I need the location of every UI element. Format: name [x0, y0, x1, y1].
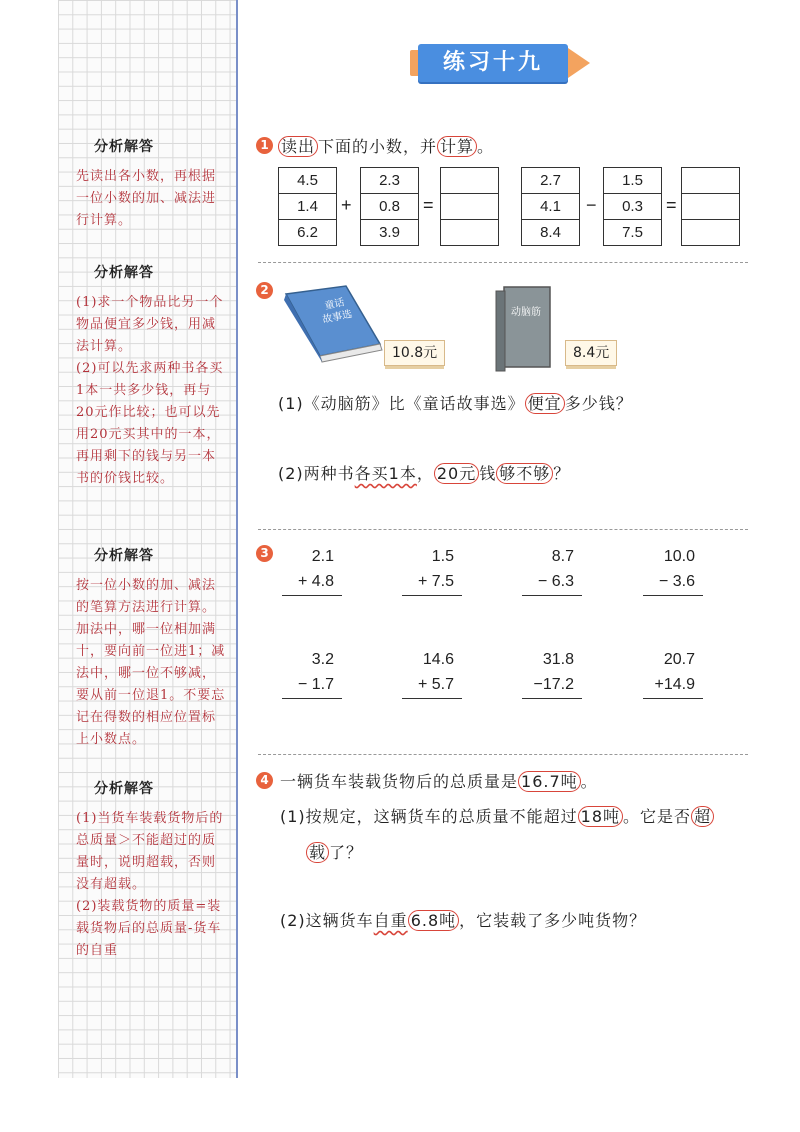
equals-sign: =	[423, 195, 434, 215]
equals-sign: =	[666, 195, 677, 215]
vertical-problem: 14.6 + 5.7	[402, 648, 462, 699]
analysis-block-1	[76, 136, 226, 232]
book-title: 动脑筋	[511, 307, 541, 318]
analysis-text: (1)求一个物品比另一个物品便宜多少钱，用减法计算。	[76, 295, 224, 354]
question-4-part-1-cont: 载 了？	[306, 840, 363, 863]
vertical-problem: 8.7 − 6.3	[522, 545, 582, 596]
section-divider	[258, 529, 748, 530]
question-4-intro: 一辆货车装载货物后的总质量是 16.7吨 。	[280, 772, 598, 791]
question-number: 3	[256, 545, 273, 562]
analysis-heading: 分析解答	[94, 139, 154, 155]
minus-sign: −	[586, 195, 597, 215]
question-number: 4	[256, 772, 273, 789]
decimal-box-c: 2.7 4.1 8.4	[521, 167, 580, 246]
analysis-sidebar	[58, 0, 238, 1078]
question-4-part-2: (2)这辆货车自重 6.8吨 ，它装载了多少吨货物？	[280, 911, 647, 930]
question-4-part-1: (1)按规定，这辆货车的总质量不能超过 18吨 。它是否 超	[280, 804, 714, 827]
vertical-problem: 10.0 − 3.6	[643, 545, 703, 596]
section-divider	[258, 754, 748, 755]
decimal-box-d: 1.5 0.3 7.5	[603, 167, 662, 246]
section-divider	[258, 262, 748, 263]
page-title: 练习十九	[442, 50, 543, 75]
question-number: 1	[256, 137, 273, 154]
brain-book-illustration	[494, 285, 554, 373]
analysis-text: 按一位小数的加、减法的笔算方法进行计算。加法中，哪一位相加满十，要向前一位进1；减法中，哪一位不够减，要从前一位退1。不要忘记在得数的相应位置标上小数点。	[76, 578, 226, 747]
analysis-text: (1)当货车装载货物后的总质量＞不能超过的质量时，说明超载，否则没有超载。	[76, 811, 224, 892]
question-2-part-1: (1)《动脑筋》比《童话故事选》 便宜 多少钱？	[278, 394, 633, 413]
plus-sign: +	[341, 195, 352, 215]
analysis-heading: 分析解答	[94, 548, 154, 564]
analysis-heading: 分析解答	[94, 781, 154, 797]
analysis-block-2	[76, 262, 226, 490]
arrow-icon	[568, 48, 590, 78]
vertical-problem: 31.8 −17.2	[522, 648, 582, 699]
analysis-text: (2)装载货物的质量=装载货物后的总质量-货车的自重	[76, 899, 222, 958]
vertical-problem: 2.1 + 4.8	[282, 545, 342, 596]
decimal-box-a: 4.5 1.4 6.2	[278, 167, 337, 246]
book-spine	[496, 291, 505, 371]
book-title: 童话 故事选	[321, 297, 354, 326]
answer-box-1[interactable]	[440, 167, 499, 246]
analysis-text: 先读出各小数，再根据一位小数的加、减法进行计算。	[76, 169, 217, 228]
question-number: 2	[256, 282, 273, 299]
decimal-box-b: 2.3 0.8 3.9	[360, 167, 419, 246]
analysis-block-3	[76, 545, 226, 751]
exercise-title-banner	[418, 44, 594, 82]
book-cover	[504, 287, 550, 367]
answer-box-2[interactable]	[681, 167, 740, 246]
analysis-heading: 分析解答	[94, 265, 154, 281]
analysis-text: (2)可以先求两种书各买1本一共多少钱，再与20元作比较；也可以先用20元买其中的一本，再用剩下的钱与另一本书的价钱比较。	[76, 361, 224, 486]
analysis-block-4	[76, 778, 226, 962]
vertical-problem: 20.7 +14.9	[643, 648, 703, 699]
question-2-part-2: (2)两种书各买1本， 20元 钱 够不够 ？	[278, 464, 571, 483]
vertical-problem: 1.5 + 7.5	[402, 545, 462, 596]
price-tag-2: 8.4元	[565, 340, 617, 366]
question-1-prompt: 读出 下面的小数，并 计算 。	[278, 134, 494, 157]
price-tag-1: 10.8元	[384, 340, 445, 366]
vertical-problem: 3.2 − 1.7	[282, 648, 342, 699]
